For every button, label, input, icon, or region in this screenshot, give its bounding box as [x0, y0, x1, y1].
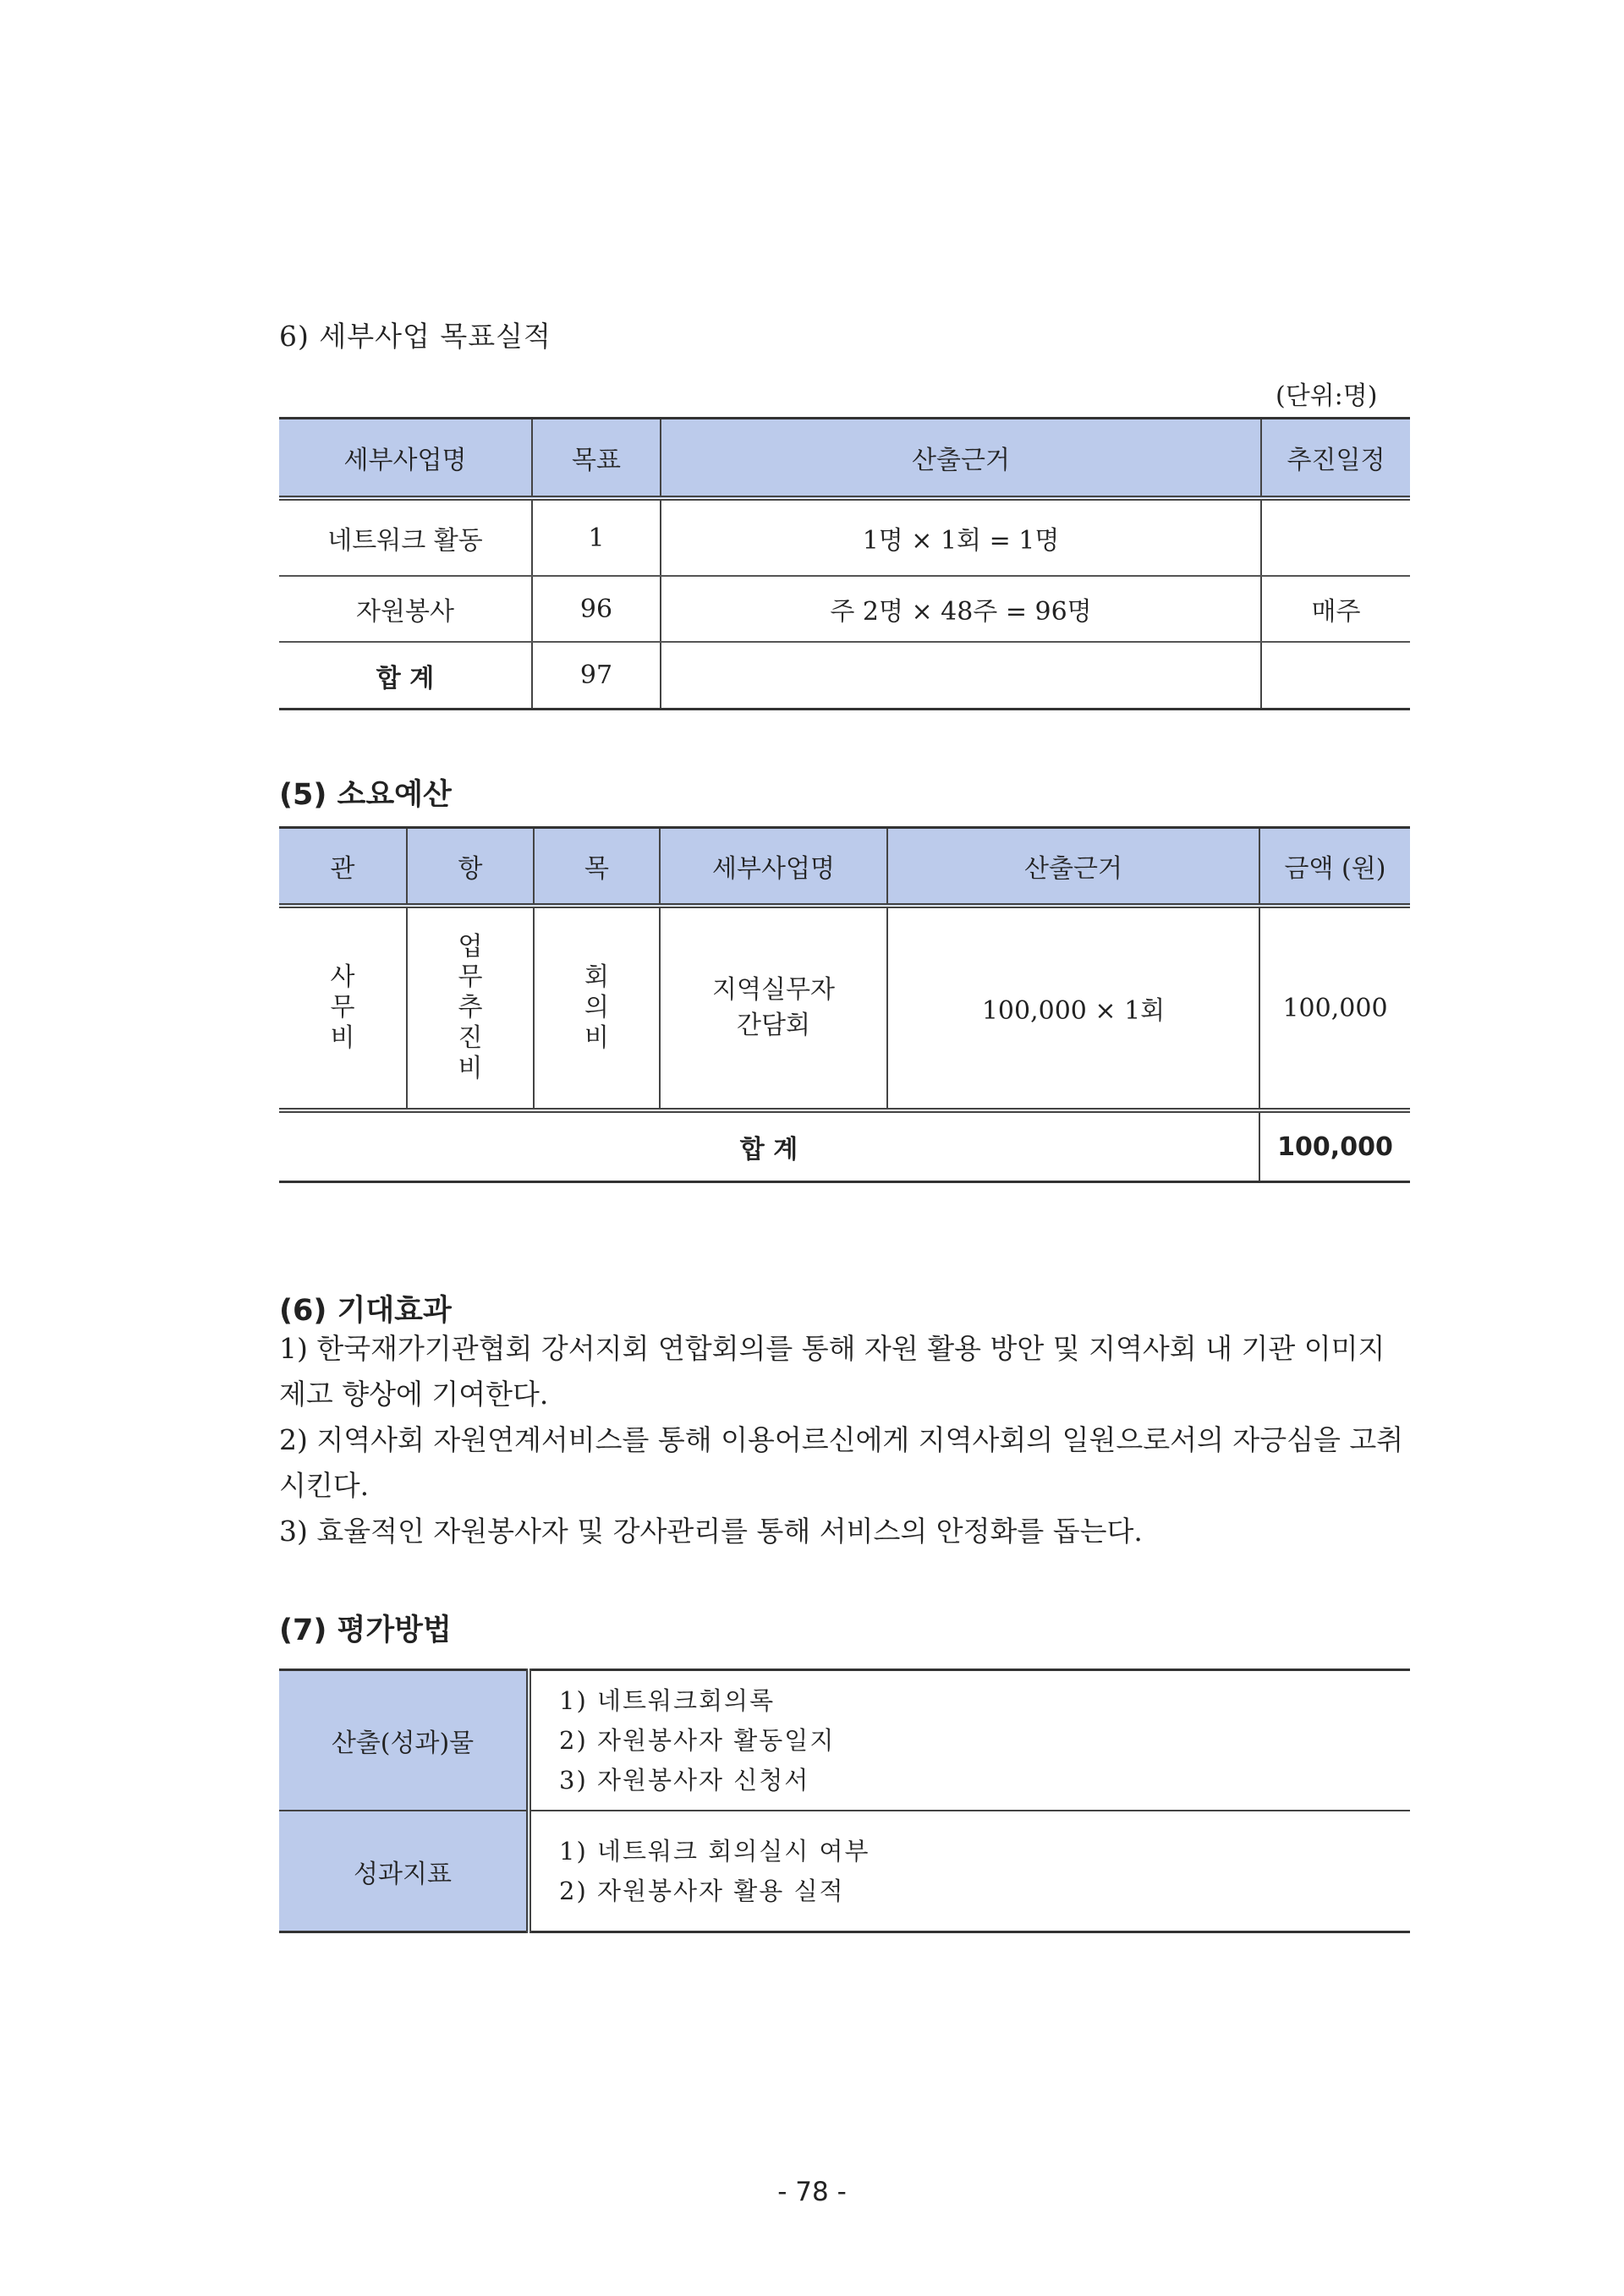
header-cell: 목표 [532, 419, 661, 499]
basis-cell: 100,000 × 1회 [887, 906, 1259, 1110]
amount-cell: 100,000 [1259, 906, 1410, 1110]
header-cell: 산출근거 [661, 419, 1261, 499]
cell: 96 [532, 576, 661, 642]
cell [1261, 498, 1410, 576]
cell: 매주 [1261, 576, 1410, 642]
total-amount: 100,000 [1259, 1110, 1410, 1182]
cell: 1명 × 1회 = 1명 [661, 498, 1261, 576]
vertical-char: 진 [458, 1023, 483, 1053]
cell [1261, 642, 1410, 710]
row-label: 성과지표 [279, 1811, 529, 1932]
name-cell [660, 906, 887, 1110]
budget-table [279, 826, 1410, 1183]
header-cell: 관 [279, 828, 407, 907]
cell: 네트워크 활동 [279, 498, 532, 576]
list-item: 3) 자원봉사자 신청서 [559, 1765, 810, 1795]
list-item: 1) 네트워크 회의실시 여부 [559, 1836, 870, 1866]
list-item: 1) 네트워크회의록 [559, 1685, 776, 1715]
vertical-char: 회 [584, 962, 609, 992]
row-label: 산출(성과)물 [279, 1670, 529, 1811]
vertical-char: 비 [584, 1023, 609, 1053]
cell: 1 [532, 498, 661, 576]
items-cell [529, 1670, 1410, 1811]
total-row [279, 642, 1410, 710]
effects-line: 시킨다. [279, 1469, 370, 1502]
vertical-char: 업 [458, 932, 483, 962]
effects-line: 3) 효율적인 자원봉사자 및 강사관리를 통해 서비스의 안정화를 돕는다. [279, 1515, 1143, 1548]
total-value: 97 [532, 642, 661, 710]
cell [661, 642, 1261, 710]
table-row [279, 906, 1410, 1110]
cell: 주 2명 × 48주 = 96명 [661, 576, 1261, 642]
budget-title: (5) 소요예산 [279, 778, 452, 812]
header-cell: 항 [407, 828, 534, 907]
cell: 자원봉사 [279, 576, 532, 642]
name-line: 지역실무자 [712, 975, 835, 1005]
header-cell: 목 [534, 828, 660, 907]
table-row [279, 1811, 1410, 1932]
effects-title: (6) 기대효과 [279, 1294, 452, 1328]
effects-line: 1) 한국재가기관협회 강서지회 연합회의를 통해 자원 활용 방안 및 지역사회 내 기관 이미지 [279, 1332, 1385, 1365]
table-row [279, 576, 1410, 642]
vertical-char: 의 [584, 993, 609, 1022]
target-table [279, 417, 1410, 710]
effects-line: 2) 지역사회 자원연계서비스를 통해 이용어르신에게 지역사회의 일원으로서의 자긍심을 고취 [279, 1423, 1404, 1456]
header-cell: 산출근거 [887, 828, 1259, 907]
mok-cell [534, 906, 660, 1110]
vertical-char: 비 [330, 1023, 355, 1053]
table-row [279, 1670, 1410, 1811]
vertical-char: 비 [458, 1054, 483, 1083]
header-cell: 금액 (원) [1259, 828, 1410, 907]
list-item: 2) 자원봉사자 활용 실적 [559, 1876, 845, 1905]
name-line: 간담회 [737, 1011, 810, 1040]
gwan-cell [279, 906, 407, 1110]
list-item: 2) 자원봉사자 활동일지 [559, 1725, 836, 1755]
hang-cell [407, 906, 534, 1110]
header-cell: 추진일정 [1261, 419, 1410, 499]
table-row [279, 498, 1410, 576]
total-label: 합 계 [376, 663, 435, 693]
table-header-row [279, 419, 1410, 499]
total-row [279, 1110, 1410, 1182]
total-label: 합 계 [739, 1135, 798, 1164]
unit-label: (단위:명) [1276, 381, 1378, 411]
section6-title: 6) 세부사업 목표실적 [279, 320, 551, 353]
evaluation-table [279, 1669, 1410, 1933]
header-cell: 세부사업명 [279, 419, 532, 499]
table-header-row [279, 828, 1410, 907]
evaluation-title: (7) 평가방법 [279, 1614, 452, 1647]
page-number: - 78 - [777, 2177, 847, 2207]
vertical-char: 사 [330, 962, 355, 992]
effects-line: 제고 향상에 기여한다. [279, 1378, 549, 1411]
vertical-char: 무 [458, 962, 483, 992]
header-cell: 세부사업명 [660, 828, 887, 907]
items-cell [529, 1811, 1410, 1932]
vertical-char: 추 [458, 993, 483, 1022]
vertical-char: 무 [330, 993, 355, 1022]
